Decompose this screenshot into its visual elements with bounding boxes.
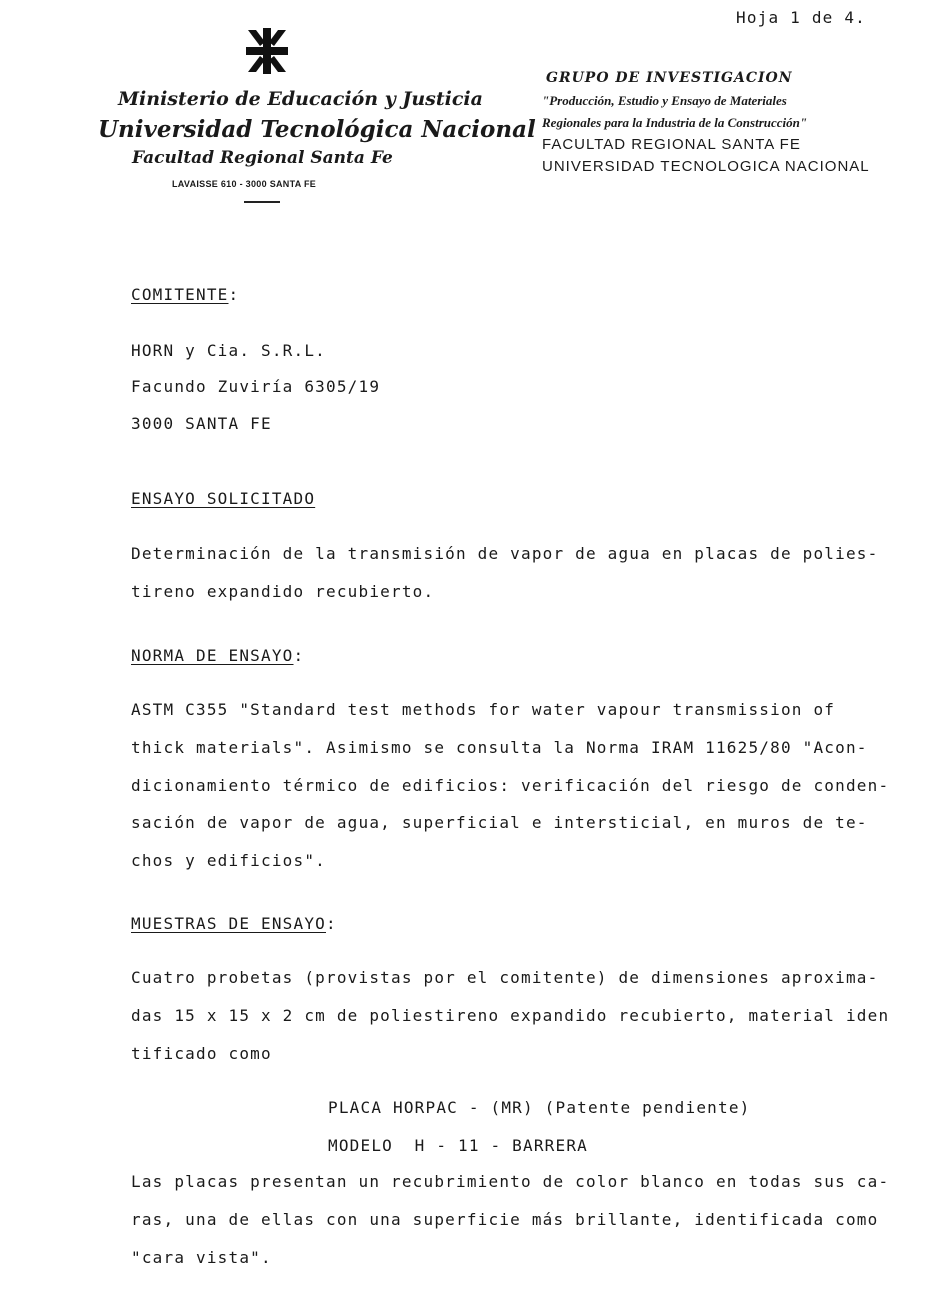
letterhead-address: LAVAISSE 610 - 3000 SANTA FE bbox=[172, 179, 317, 189]
research-group-line-4: UNIVERSIDAD TECNOLOGICA NACIONAL bbox=[542, 158, 870, 175]
muestras-closing-line-2: ras, una de ellas con una superficie más brillante, identificada como bbox=[131, 1210, 879, 1229]
research-group-line-2: Regionales para la Industria de la Construcción" bbox=[542, 115, 808, 130]
comitente-line-3: 3000 SANTA FE bbox=[131, 414, 272, 433]
norma-line-1: ASTM C355 "Standard test methods for water vapour transmission of bbox=[131, 700, 836, 719]
university-name: Universidad Tecnológica Nacional bbox=[98, 116, 536, 143]
comitente-line-2: Facundo Zuviría 6305/19 bbox=[131, 377, 381, 396]
norma-heading-colon: : bbox=[293, 646, 305, 665]
ensayo-line-2: tireno expandido recubierto. bbox=[131, 582, 435, 601]
research-group-line-3: FACULTAD REGIONAL SANTA FE bbox=[542, 136, 801, 153]
letterhead-divider bbox=[244, 201, 280, 203]
research-group-line-1: "Producción, Estudio y Ensayo de Materiales bbox=[542, 93, 787, 108]
muestras-closing-line-1: Las placas presentan un recubrimiento de color blanco en todas sus ca- bbox=[131, 1172, 890, 1191]
utn-logo-icon bbox=[246, 28, 288, 74]
norma-line-4: sación de vapor de agua, superficial e intersticial, en muros de te- bbox=[131, 813, 868, 832]
comitente-heading bbox=[131, 285, 239, 304]
ensayo-heading-text: ENSAYO SOLICITADO bbox=[131, 489, 316, 508]
muestras-line-2: das 15 x 15 x 2 cm de poliestireno expandido recubierto, material iden bbox=[131, 1006, 890, 1025]
muestras-line-3: tificado como bbox=[131, 1044, 272, 1063]
comitente-heading-colon: : bbox=[228, 285, 240, 304]
faculty-name: Facultad Regional Santa Fe bbox=[132, 148, 393, 168]
page-counter: Hoja 1 de 4. bbox=[736, 8, 866, 27]
muestras-line-1: Cuatro probetas (provistas por el comitente) de dimensiones aproxima- bbox=[131, 968, 879, 987]
norma-heading-text: NORMA DE ENSAYO bbox=[131, 646, 294, 665]
comitente-line-1: HORN y Cia. S.R.L. bbox=[131, 341, 326, 360]
product-model-line: MODELO H - 11 - BARRERA bbox=[328, 1136, 588, 1155]
comitente-heading-text: COMITENTE bbox=[131, 285, 229, 304]
muestras-closing-line-3: "cara vista". bbox=[131, 1248, 272, 1267]
muestras-heading-text: MUESTRAS DE ENSAYO bbox=[131, 914, 326, 933]
muestras-heading bbox=[131, 914, 337, 933]
product-name-line: PLACA HORPAC - (MR) (Patente pendiente) bbox=[328, 1098, 751, 1117]
ensayo-line-1: Determinación de la transmisión de vapor de agua en placas de polies- bbox=[131, 544, 879, 563]
muestras-heading-colon: : bbox=[326, 914, 337, 933]
norma-line-5: chos y edificios". bbox=[131, 851, 326, 870]
norma-line-2: thick materials". Asimismo se consulta la Norma IRAM 11625/80 "Acon- bbox=[131, 738, 868, 757]
ministry-name: Ministerio de Educación y Justicia bbox=[118, 88, 483, 110]
norma-heading bbox=[131, 646, 304, 665]
norma-line-3: dicionamiento térmico de edificios: verificación del riesgo de conden- bbox=[131, 776, 890, 795]
ensayo-heading bbox=[131, 489, 315, 508]
research-group-title: GRUPO DE INVESTIGACION bbox=[546, 70, 793, 86]
